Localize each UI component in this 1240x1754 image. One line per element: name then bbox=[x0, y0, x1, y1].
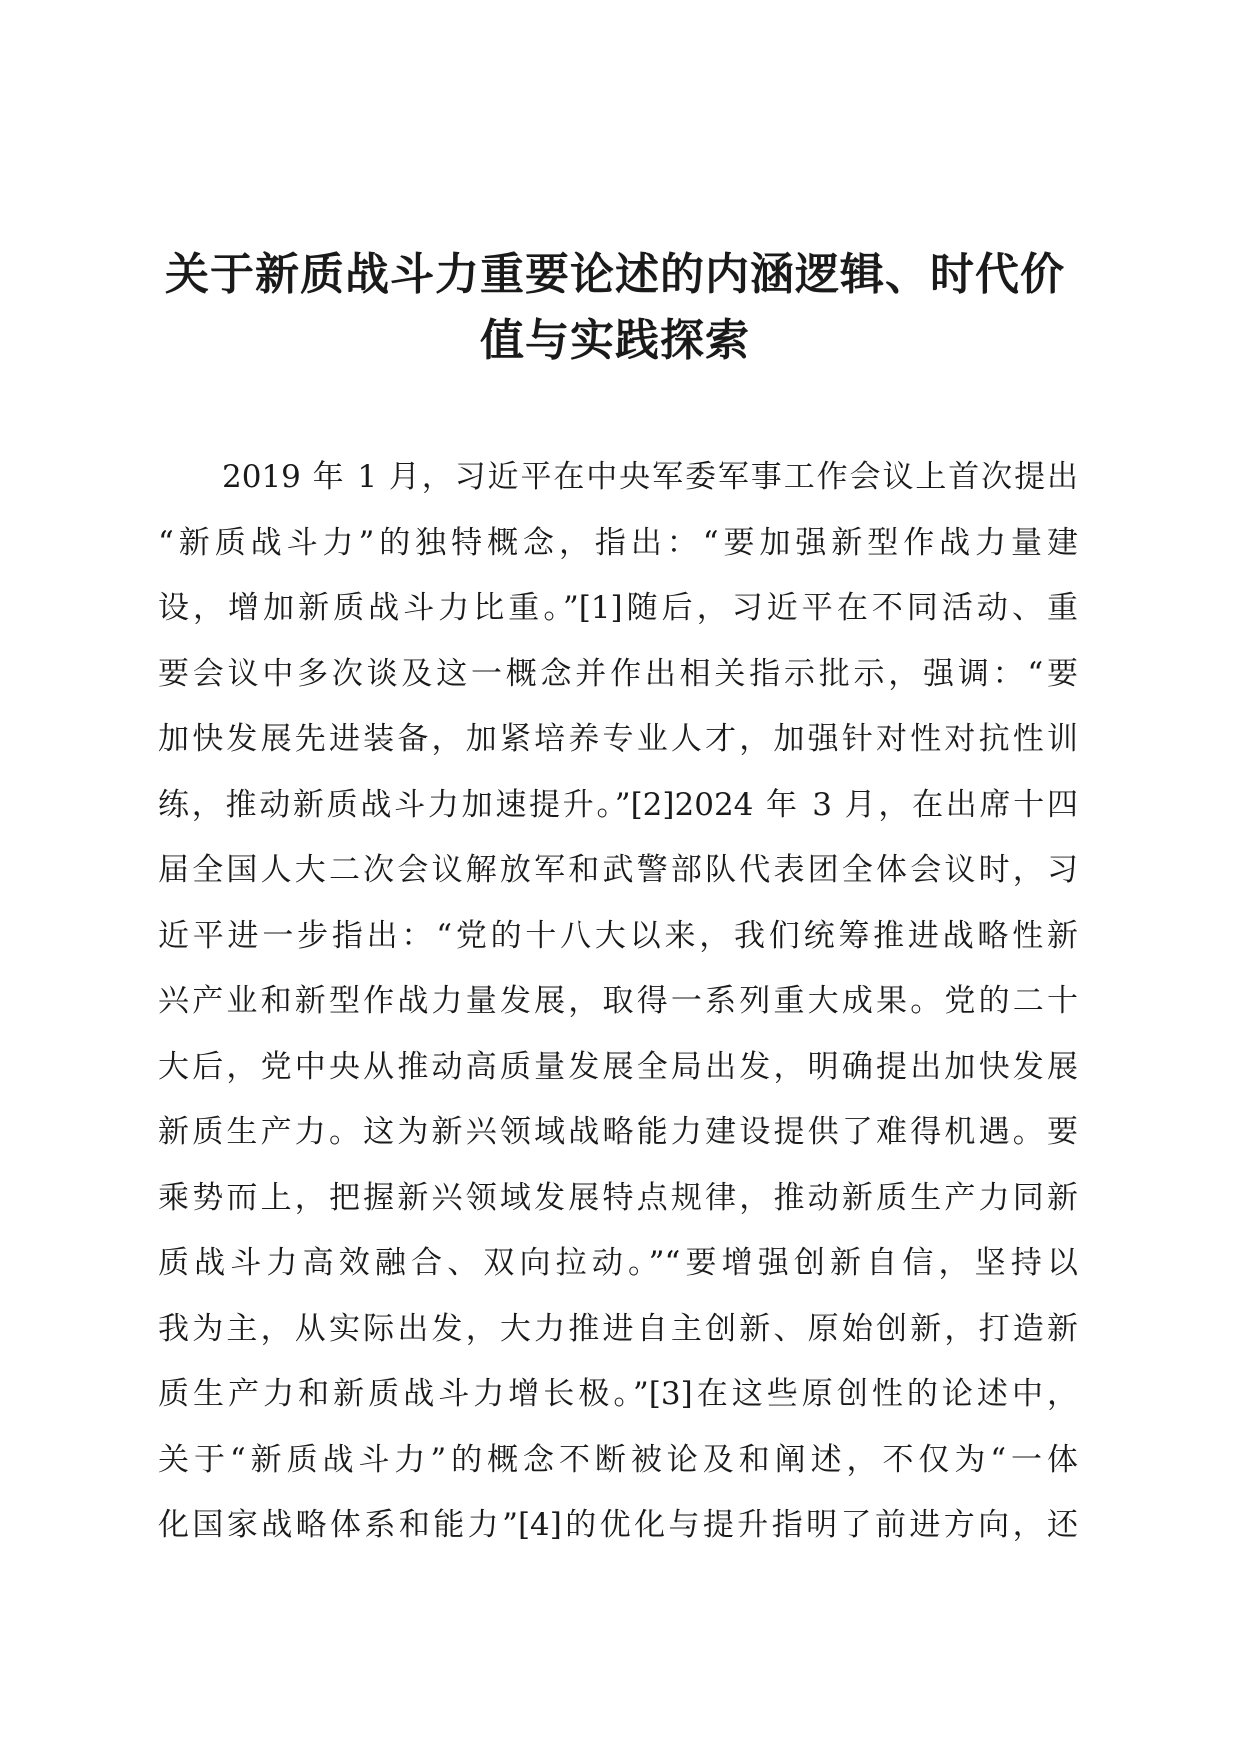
body-paragraph bbox=[158, 445, 1078, 1559]
body-line: 我为主，从实际出发，大力推进自主创新、原始创新，打造新 bbox=[158, 1310, 1078, 1347]
body-line: 2019 年 1 月，习近平在中央军委军事工作会议上首次提出 bbox=[222, 459, 1078, 495]
document-title bbox=[150, 242, 1080, 374]
body-line: 练，推动新质战斗力加速提升。”[2]2024 年 3 月，在出席十四 bbox=[158, 786, 1078, 823]
body-line: “新质战斗力”的独特概念，指出：“要加强新型作战力量建 bbox=[158, 524, 1078, 561]
body-line: 兴产业和新型作战力量发展，取得一系列重大成果。党的二十 bbox=[158, 983, 1078, 1019]
title-line-1: 关于新质战斗力重要论述的内涵逻辑、时代价 bbox=[165, 249, 1065, 300]
body-line: 加快发展先进装备，加紧培养专业人才，加强针对性对抗性训 bbox=[158, 721, 1078, 757]
body-line: 要会议中多次谈及这一概念并作出相关指示批示，强调：“要 bbox=[158, 655, 1078, 692]
body-line: 大后，党中央从推动高质量发展全局出发，明确提出加快发展 bbox=[158, 1048, 1078, 1085]
body-line: 新质生产力。这为新兴领域战略能力建设提供了难得机遇。要 bbox=[158, 1114, 1078, 1150]
title-line-2: 值与实践探索 bbox=[480, 315, 750, 366]
body-line: 乘势而上，把握新兴领域发展特点规律，推动新质生产力同新 bbox=[158, 1179, 1078, 1216]
body-line: 设，增加新质战斗力比重。”[1]随后，习近平在不同活动、重 bbox=[158, 590, 1078, 626]
body-line: 届全国人大二次会议解放军和武警部队代表团全体会议时，习 bbox=[158, 852, 1078, 888]
body-line: 化国家战略体系和能力”[4]的优化与提升指明了前进方向，还 bbox=[158, 1507, 1078, 1543]
body-line: 关于“新质战斗力”的概念不断被论及和阐述，不仅为“一体 bbox=[158, 1441, 1078, 1478]
body-line: 质生产力和新质战斗力增长极。”[3]在这些原创性的论述中， bbox=[158, 1376, 1078, 1412]
body-line: 质战斗力高效融合、双向拉动。”“要增强创新自信，坚持以 bbox=[158, 1245, 1078, 1281]
body-line: 近平进一步指出：“党的十八大以来，我们统筹推进战略性新 bbox=[158, 917, 1078, 954]
